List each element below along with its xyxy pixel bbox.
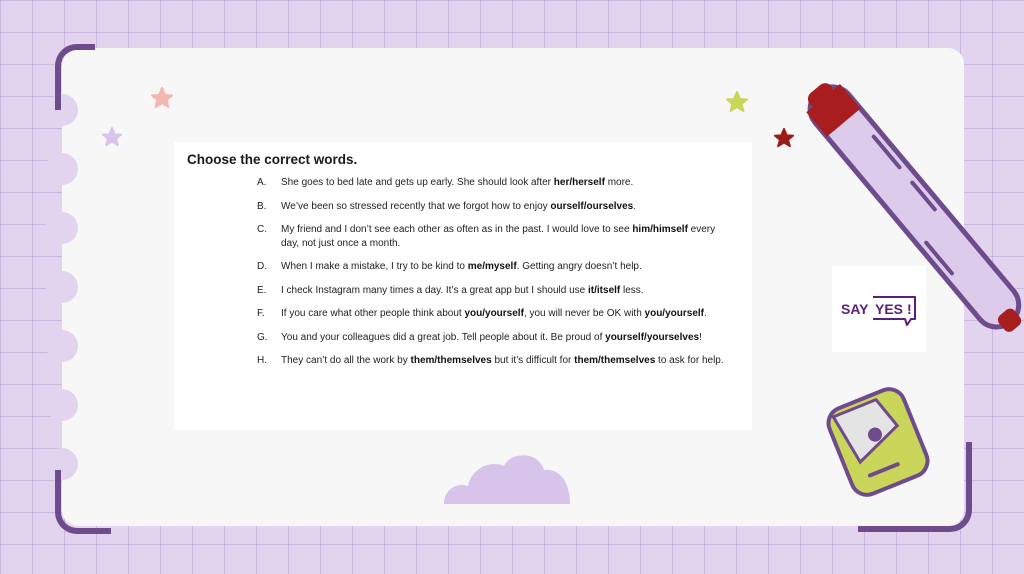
scallop-decoration	[46, 153, 78, 185]
item-text-segment: They can’t do all the work by	[281, 355, 411, 366]
exercise-item	[187, 223, 740, 250]
answer-choice: you/yourself	[644, 308, 704, 319]
item-text-segment: If you care what other people think about	[281, 308, 465, 319]
exercise-item	[187, 260, 740, 274]
cloud-icon	[440, 448, 574, 506]
item-letter: D.	[257, 261, 267, 272]
item-text-segment: less.	[620, 284, 644, 296]
item-letter: G.	[257, 331, 268, 343]
say-yes-logo	[832, 266, 926, 352]
item-text	[281, 176, 740, 190]
exercise-items	[187, 176, 740, 368]
scallop-decoration	[46, 389, 78, 421]
item-letter: B.	[257, 200, 267, 212]
exercise-item	[187, 176, 740, 190]
item-text-segment: I check Instagram many times a day. It’s a great app but I should use	[281, 284, 589, 296]
answer-choice: ourself/ourselves	[550, 200, 634, 212]
item-text	[281, 200, 740, 214]
item-text	[281, 307, 740, 321]
item-text-segment: She goes to bed late and gets up early. She should look after	[281, 177, 554, 188]
star-icon	[150, 86, 174, 110]
item-text-segment: You and your colleagues did a great job. Tell people about it. Be proud of	[281, 331, 606, 343]
item-text	[281, 354, 740, 368]
answer-choice: her/herself	[553, 177, 605, 188]
answer-choice: yourself/yourselves	[605, 331, 700, 343]
item-letter: F.	[257, 308, 265, 319]
item-text-segment: .	[633, 200, 636, 212]
item-text-segment: more.	[604, 177, 634, 188]
exercise-item	[187, 331, 740, 345]
item-text-segment: , you will never be OK with	[523, 308, 645, 319]
star-icon	[101, 126, 123, 148]
answer-choice: them/themselves	[410, 355, 492, 366]
item-letter: E.	[257, 284, 267, 296]
corner-bracket-top-left	[55, 44, 95, 110]
item-text-segment: but it’s difficult for	[491, 355, 575, 366]
logo-say-text: SAY	[841, 301, 869, 317]
scallop-decoration	[46, 212, 78, 244]
item-text	[281, 331, 740, 345]
item-text-segment: every day, not just once a month.	[281, 224, 716, 249]
item-text-segment: When I make a mistake, I try to be kind to	[281, 261, 468, 272]
item-letter: C.	[257, 224, 267, 235]
logo-yes-text: YES	[875, 301, 904, 317]
exercise-item	[187, 354, 740, 368]
scallop-decoration	[46, 271, 78, 303]
corner-bracket-bottom-left	[55, 470, 111, 534]
item-letter: A.	[257, 177, 267, 188]
exercise-item	[187, 307, 740, 321]
exercise-title: Choose the correct words.	[187, 152, 358, 167]
answer-choice: him/himself	[632, 224, 688, 235]
item-text	[281, 223, 740, 250]
item-text-segment: to ask for help.	[655, 355, 724, 366]
exercise-panel	[174, 142, 752, 430]
answer-choice: it/itself	[588, 284, 621, 296]
star-icon	[725, 90, 749, 114]
item-text-segment: . Getting angry doesn’t help.	[516, 261, 642, 272]
item-text	[281, 284, 740, 298]
answer-choice: me/myself	[467, 261, 517, 272]
item-text-segment: We’ve been so stressed recently that we forgot how to enjoy	[281, 200, 551, 212]
exercise-item	[187, 284, 740, 298]
answer-choice: you/yourself	[464, 308, 524, 319]
item-letter: H.	[257, 355, 267, 366]
answer-choice: them/themselves	[574, 355, 656, 366]
item-text-segment: My friend and I don’t see each other as often as in the past. I would love to see	[281, 224, 633, 235]
item-text-segment: !	[699, 331, 702, 343]
sharpener-icon	[818, 380, 940, 506]
exercise-item	[187, 200, 740, 214]
logo-mark-text: !	[907, 301, 912, 317]
item-text-segment: .	[704, 308, 707, 319]
scallop-decoration	[46, 330, 78, 362]
item-text	[281, 260, 740, 274]
